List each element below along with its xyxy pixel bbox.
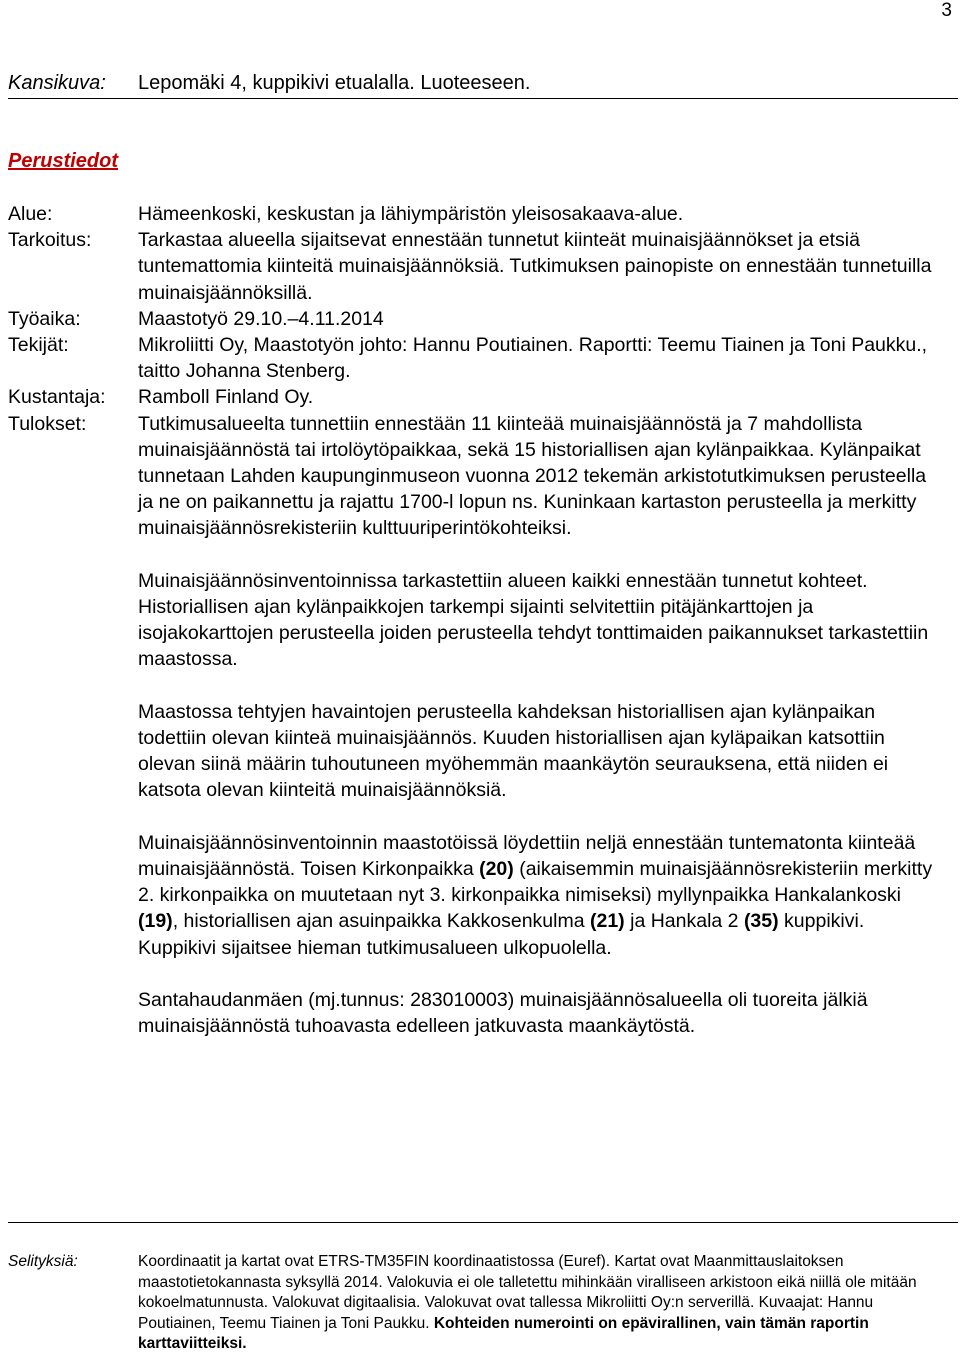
section-heading: Perustiedot bbox=[8, 150, 119, 172]
cover-caption bbox=[8, 70, 956, 96]
field-value: Tarkastaa alueella sijaitsevat ennestään tunnetut kiinteät muinaisjäännökset ja etsiä tuntemattomia kiinteitä muinaisjäännöksiä. Tutkimuksen painopiste on ennestään tunnetuilla muinaisjäännöksillä. bbox=[138, 229, 932, 304]
text-run: Muinaisjäännösinventoinnin maastotöissä löydettiin neljä ennestään tuntematonta kiinteää muinaisjäännöstä. Toisen Kirkonpaikka bbox=[138, 831, 916, 881]
bottom-divider bbox=[8, 1222, 958, 1223]
site-number: (21) bbox=[590, 910, 625, 933]
text-run: (aikaisemmin muinaisjäännösrekisteriin merkitty 2. kirkonpaikka on muutetaan nyt 3. kirkonpaikka nimiseksi) myllynpaikka Hankalankoski bbox=[138, 858, 933, 907]
site-number: (19) bbox=[138, 910, 173, 933]
results-paragraph bbox=[138, 830, 938, 961]
text-run: ja Hankala 2 bbox=[624, 910, 744, 933]
field-row-purpose bbox=[8, 227, 958, 306]
basic-info-fields bbox=[8, 201, 958, 1039]
field-label: Tekijät: bbox=[8, 334, 69, 357]
results-paragraph: Tutkimusalueelta tunnettiin ennestään 11 kiinteää muinaisjäännöstä ja 7 mahdollista muinaisjäännöstä tai irtolöytöpaikkaa, sekä 15 historiallisen ajan kylänpaikkaa. Kylänpaikat tunnetaan Lahden kaupunginmuseon vuonna 2012 tekemän arkistotutkimuksen perusteella ja ne on paikannettu ja rajattu 1700-l lopun ns. Kuninkaan kartaston perusteella ja merkitty muinaisjäännösrekisteriin kulttuuriperintökohteiksi. bbox=[138, 412, 927, 540]
field-label: Kustantaja: bbox=[8, 386, 106, 409]
notes-label: Selityksiä: bbox=[8, 1253, 78, 1270]
results-paragraph: Muinaisjäännösinventoinnissa tarkastettiin alueen kaikki ennestään tunnetut kohteet. Historiallisen ajan kylänpaikkojen tarkempi sijainti selvitettiin pitäjänkarttojen ja isojakokarttojen perusteella joiden perusteella tehdyt tonttimaiden paikannukset tarkastettiin maastossa. bbox=[138, 569, 929, 671]
field-label: Alue: bbox=[8, 203, 53, 225]
site-number: (35) bbox=[743, 910, 779, 933]
field-row-results bbox=[8, 411, 958, 1040]
notes-body: Koordinaatit ja kartat ovat ETRS-TM35FIN koordinaatistossa (Euref). Kartat ovat Maanmittauslaitoksen maastotietokannasta syksyllä 2014. Valokuvia ei ole talletettu mihinkään viralliseen arkistoon eikä niillä ole mitään kokoelmatunnusta. Valokuvat digitaalisia. Valokuvat ovat tallessa Mikroliitti Oy:n serverillä. Kuvaajat: Hannu Poutiainen, Teemu Tiainen ja Toni Paukku. bbox=[138, 1253, 917, 1332]
cover-caption-label: Kansikuva: bbox=[8, 72, 106, 94]
top-divider bbox=[8, 98, 958, 99]
results-body bbox=[138, 411, 938, 1040]
field-value: Hämeenkoski, keskustan ja lähiympäristön yleisosakaava-alue. bbox=[138, 203, 684, 225]
results-paragraph: Santahaudanmäen (mj.tunnus: 283010003) muinaisjäännösalueella oli tuoreita jälkiä muinaisjäännöstä tuhoavasta edelleen jatkuvasta maankäytöstä. bbox=[138, 989, 868, 1038]
field-value: Ramboll Finland Oy. bbox=[138, 386, 314, 409]
notes-text bbox=[138, 1252, 938, 1355]
page-number: 3 bbox=[941, 0, 952, 21]
field-row-worktime bbox=[8, 306, 958, 332]
results-paragraph: Maastossa tehtyjen havaintojen perusteella kahdeksan historiallisen ajan kylänpaikan todettiin olevan kiinteä muinaisjäännös. Kuuden historiallisen ajan kyläpaikan katsottiin olevan siinä määrin tuhoutuneen myöhemmän maankäytön seurauksena, että niiden ei katsota olevan kiinteitä muinaisjäännöksiä. bbox=[138, 700, 889, 802]
field-value: Mikroliitti Oy, Maastotyön johto: Hannu Poutiainen. Raportti: Teemu Tiainen ja Toni Paukku., taitto Johanna Stenberg. bbox=[138, 334, 928, 383]
field-value: Maastotyö 29.10.–4.11.2014 bbox=[138, 307, 384, 330]
field-label: Tarkoitus: bbox=[8, 229, 92, 252]
field-row-area bbox=[8, 201, 958, 227]
cover-caption-text: Lepomäki 4, kuppikivi etualalla. Luoteeseen. bbox=[138, 72, 531, 94]
field-row-publisher bbox=[8, 384, 958, 410]
text-run: , historiallisen ajan asuinpaikka Kakkosenkulma bbox=[172, 910, 590, 933]
site-number: (20) bbox=[479, 858, 514, 881]
notes-bold-remark: Kohteiden numerointi on epävirallinen, vain tämän raportin karttaviitteiksi. bbox=[138, 1314, 869, 1353]
field-row-authors bbox=[8, 332, 958, 384]
field-label: Työaika: bbox=[8, 307, 81, 330]
field-label: Tulokset: bbox=[8, 412, 87, 435]
notes-section bbox=[8, 1252, 958, 1355]
text-run: kuppikivi. Kuppikivi sijaitsee hieman tutkimusalueen ulkopuolella. bbox=[138, 910, 865, 959]
